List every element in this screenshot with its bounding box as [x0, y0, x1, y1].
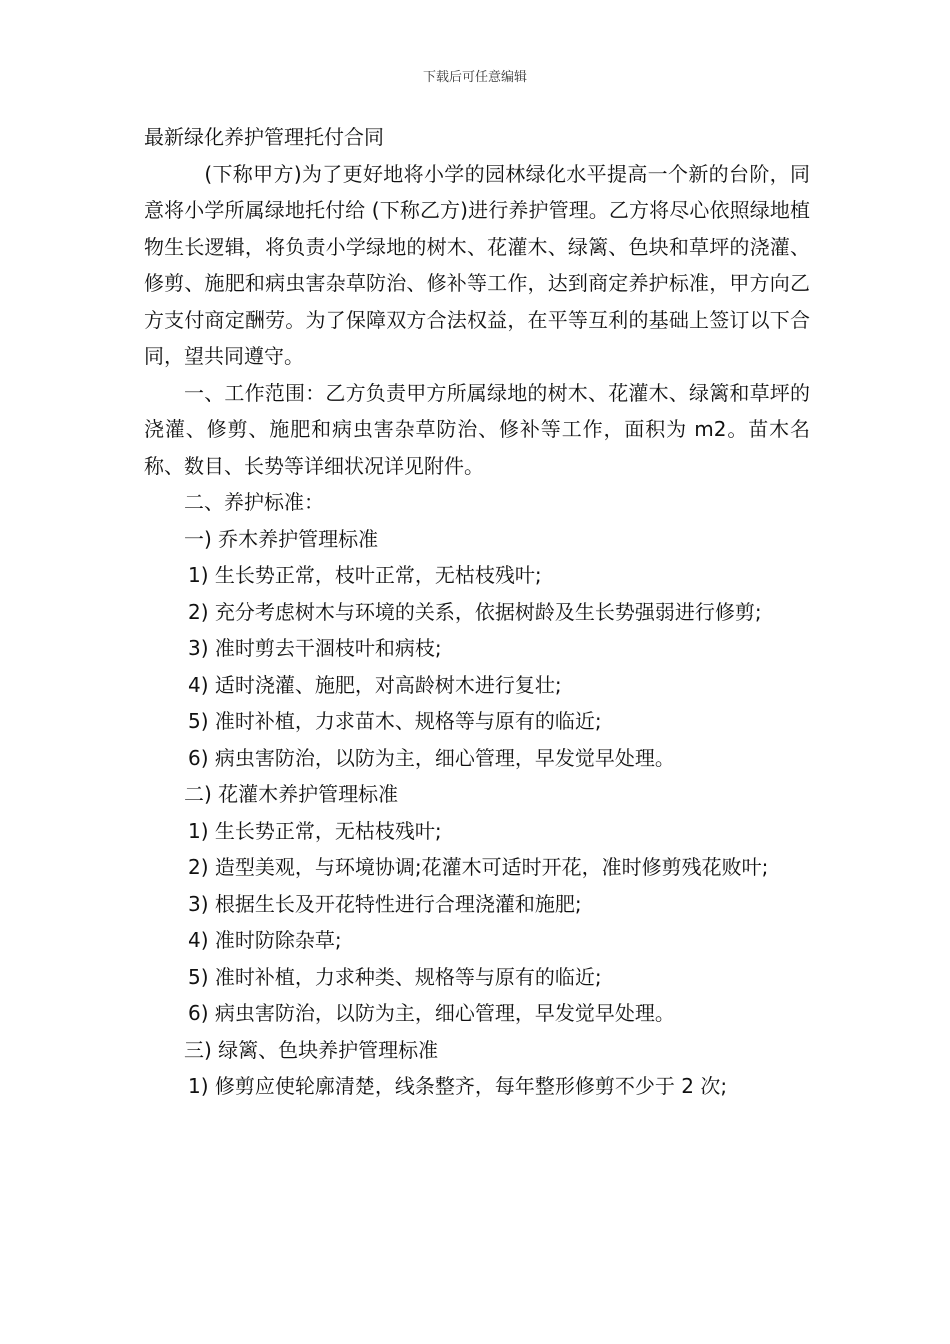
list-item: 6) 病虫害防治，以防为主，细心管理，早发觉早处理。 — [188, 745, 675, 770]
document-body — [144, 119, 810, 1105]
list-item: 2) 充分考虑树木与环境的关系，依据树龄及生长势强弱进行修剪; — [188, 599, 762, 624]
list-item: 3) 根据生长及开花特性进行合理浇灌和施肥; — [188, 891, 582, 916]
list-item: 4) 准时防除杂草; — [188, 928, 342, 952]
list-item: 1) 生长势正常，枝叶正常，无枯枝残叶; — [188, 563, 542, 587]
list-item: 5) 准时补植，力求种类、规格等与原有的临近; — [188, 964, 602, 989]
standards-heading: 二、养护标准： — [184, 490, 324, 514]
list-item: 6) 病虫害防治，以防为主，细心管理，早发觉早处理。 — [188, 1001, 675, 1025]
list-item: 4) 适时浇灌、施肥，对高龄树木进行复壮; — [188, 672, 562, 697]
scope-paragraph: 一、工作范围：乙方负责甲方所属绿地的树木、花灌木、绿篱和草坪的浇灌、修剪、施肥和病虫害杂草防治、修补等工作，面积为 m2。苗木名称、数目、长势等详细状况详见附件。 — [144, 380, 810, 478]
list-item: 1) 生长势正常，无枯枝残叶; — [188, 818, 442, 843]
section-heading: 三) 绿篱、色块养护管理标准 — [184, 1037, 439, 1062]
document-title: 最新绿化养护管理托付合同 — [144, 125, 384, 149]
list-item: 3) 准时剪去干涸枝叶和病枝; — [188, 636, 442, 660]
section-heading: 一) 乔木养护管理标准 — [184, 526, 379, 551]
intro-paragraph: (下称甲方)为了更好地将小学的园林绿化水平提高一个新的台阶，同意将小学所属绿地托付给 (下称乙方)进行养护管理。乙方将尽心依照绿地植物生长逻辑，将负责小学绿地的树木、花灌木、绿篱、色块和草坪的浇灌、修剪、施肥和病虫害杂草防治、修补等工作，达到商定养护标准，甲方向乙方支付商定酬劳。为了保障双方合法权益，在平等互利的基础上签订以下合同，望共同遵守。 — [144, 161, 810, 368]
list-item: 1) 修剪应使轮廓清楚，线条整齐，每年整形修剪不少于 2 次; — [188, 1074, 728, 1098]
list-item: 2) 造型美观，与环境协调;花灌木可适时开花，准时修剪残花败叶; — [188, 855, 769, 879]
page-header: 下载后可任意编辑 — [422, 70, 527, 85]
section-heading: 二) 花灌木养护管理标准 — [184, 782, 399, 806]
list-item: 5) 准时补植，力求苗木、规格等与原有的临近; — [188, 709, 602, 733]
